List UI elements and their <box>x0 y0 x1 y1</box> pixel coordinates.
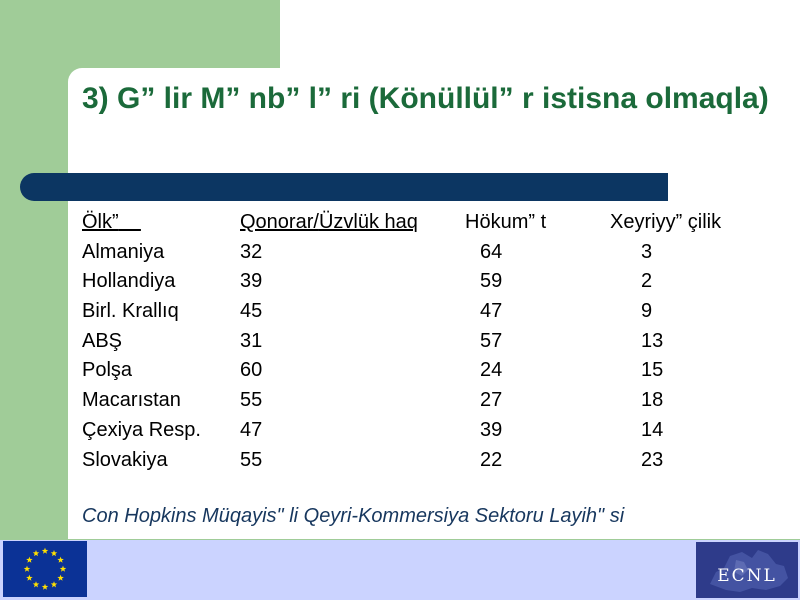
country-cell: ABŞ <box>82 329 123 352</box>
fees-cell: 55 <box>240 389 263 412</box>
fees-cell: 32 <box>240 240 263 263</box>
philanthropy-cell: 3 <box>641 240 653 263</box>
country-cell: Slovakiya <box>82 448 168 471</box>
country-cell: Birl. Krallıq <box>82 300 179 323</box>
header-philanthropy: Xeyriyy” çilik <box>610 211 722 233</box>
government-cell: 22 <box>480 448 503 471</box>
fees-cell: 45 <box>240 300 263 323</box>
header-fees-part1: Qonorar/ <box>240 211 319 233</box>
philanthropy-cell: 18 <box>641 389 664 412</box>
eu-flag-icon <box>3 541 87 597</box>
philanthropy-cell: 15 <box>641 359 664 382</box>
philanthropy-cell: 23 <box>641 448 664 471</box>
eu-flag-logo <box>3 541 87 597</box>
country-cell: Almaniya <box>82 240 165 263</box>
country-cell: Çexiya Resp. <box>82 418 201 441</box>
header-fees-part2: Üzvlük haq <box>318 211 418 233</box>
fees-cell: 47 <box>240 418 263 441</box>
philanthropy-cell: 14 <box>641 418 664 441</box>
fees-cell: 39 <box>240 270 263 293</box>
header-fees <box>240 208 418 238</box>
ecnl-logo <box>696 542 798 598</box>
country-cell: Hollandiya <box>82 270 176 293</box>
government-cell: 64 <box>480 240 503 263</box>
header-country: Ölk” <box>82 211 119 233</box>
header-government: Hökum” t <box>465 211 547 233</box>
footer-bar <box>0 540 800 600</box>
fees-cell: 31 <box>240 329 263 352</box>
country-cell: Macarıstan <box>82 389 181 412</box>
country-cell: Polşa <box>82 359 133 382</box>
government-cell: 59 <box>480 270 503 293</box>
government-cell: 27 <box>480 389 503 412</box>
philanthropy-cell: 9 <box>641 300 653 323</box>
slide-title: 3) G” lir M” nb” l” ri (Könüllül” r istisna olmaqla) <box>82 82 769 115</box>
philanthropy-cell: 13 <box>641 329 664 352</box>
fees-cell: 60 <box>240 359 263 382</box>
government-cell: 39 <box>480 418 503 441</box>
government-cell: 57 <box>480 329 503 352</box>
source-citation: Con Hopkins Müqayis" li Qeyri-Kommersiya Sektoru Layih" si <box>82 505 625 527</box>
title-divider-bar <box>20 173 668 201</box>
fees-cell: 55 <box>240 448 263 471</box>
government-cell: 24 <box>480 359 503 382</box>
europe-map-icon <box>696 542 798 598</box>
philanthropy-cell: 2 <box>641 270 653 293</box>
government-cell: 47 <box>480 300 503 323</box>
ecnl-logo-text: ECNL <box>717 566 777 586</box>
